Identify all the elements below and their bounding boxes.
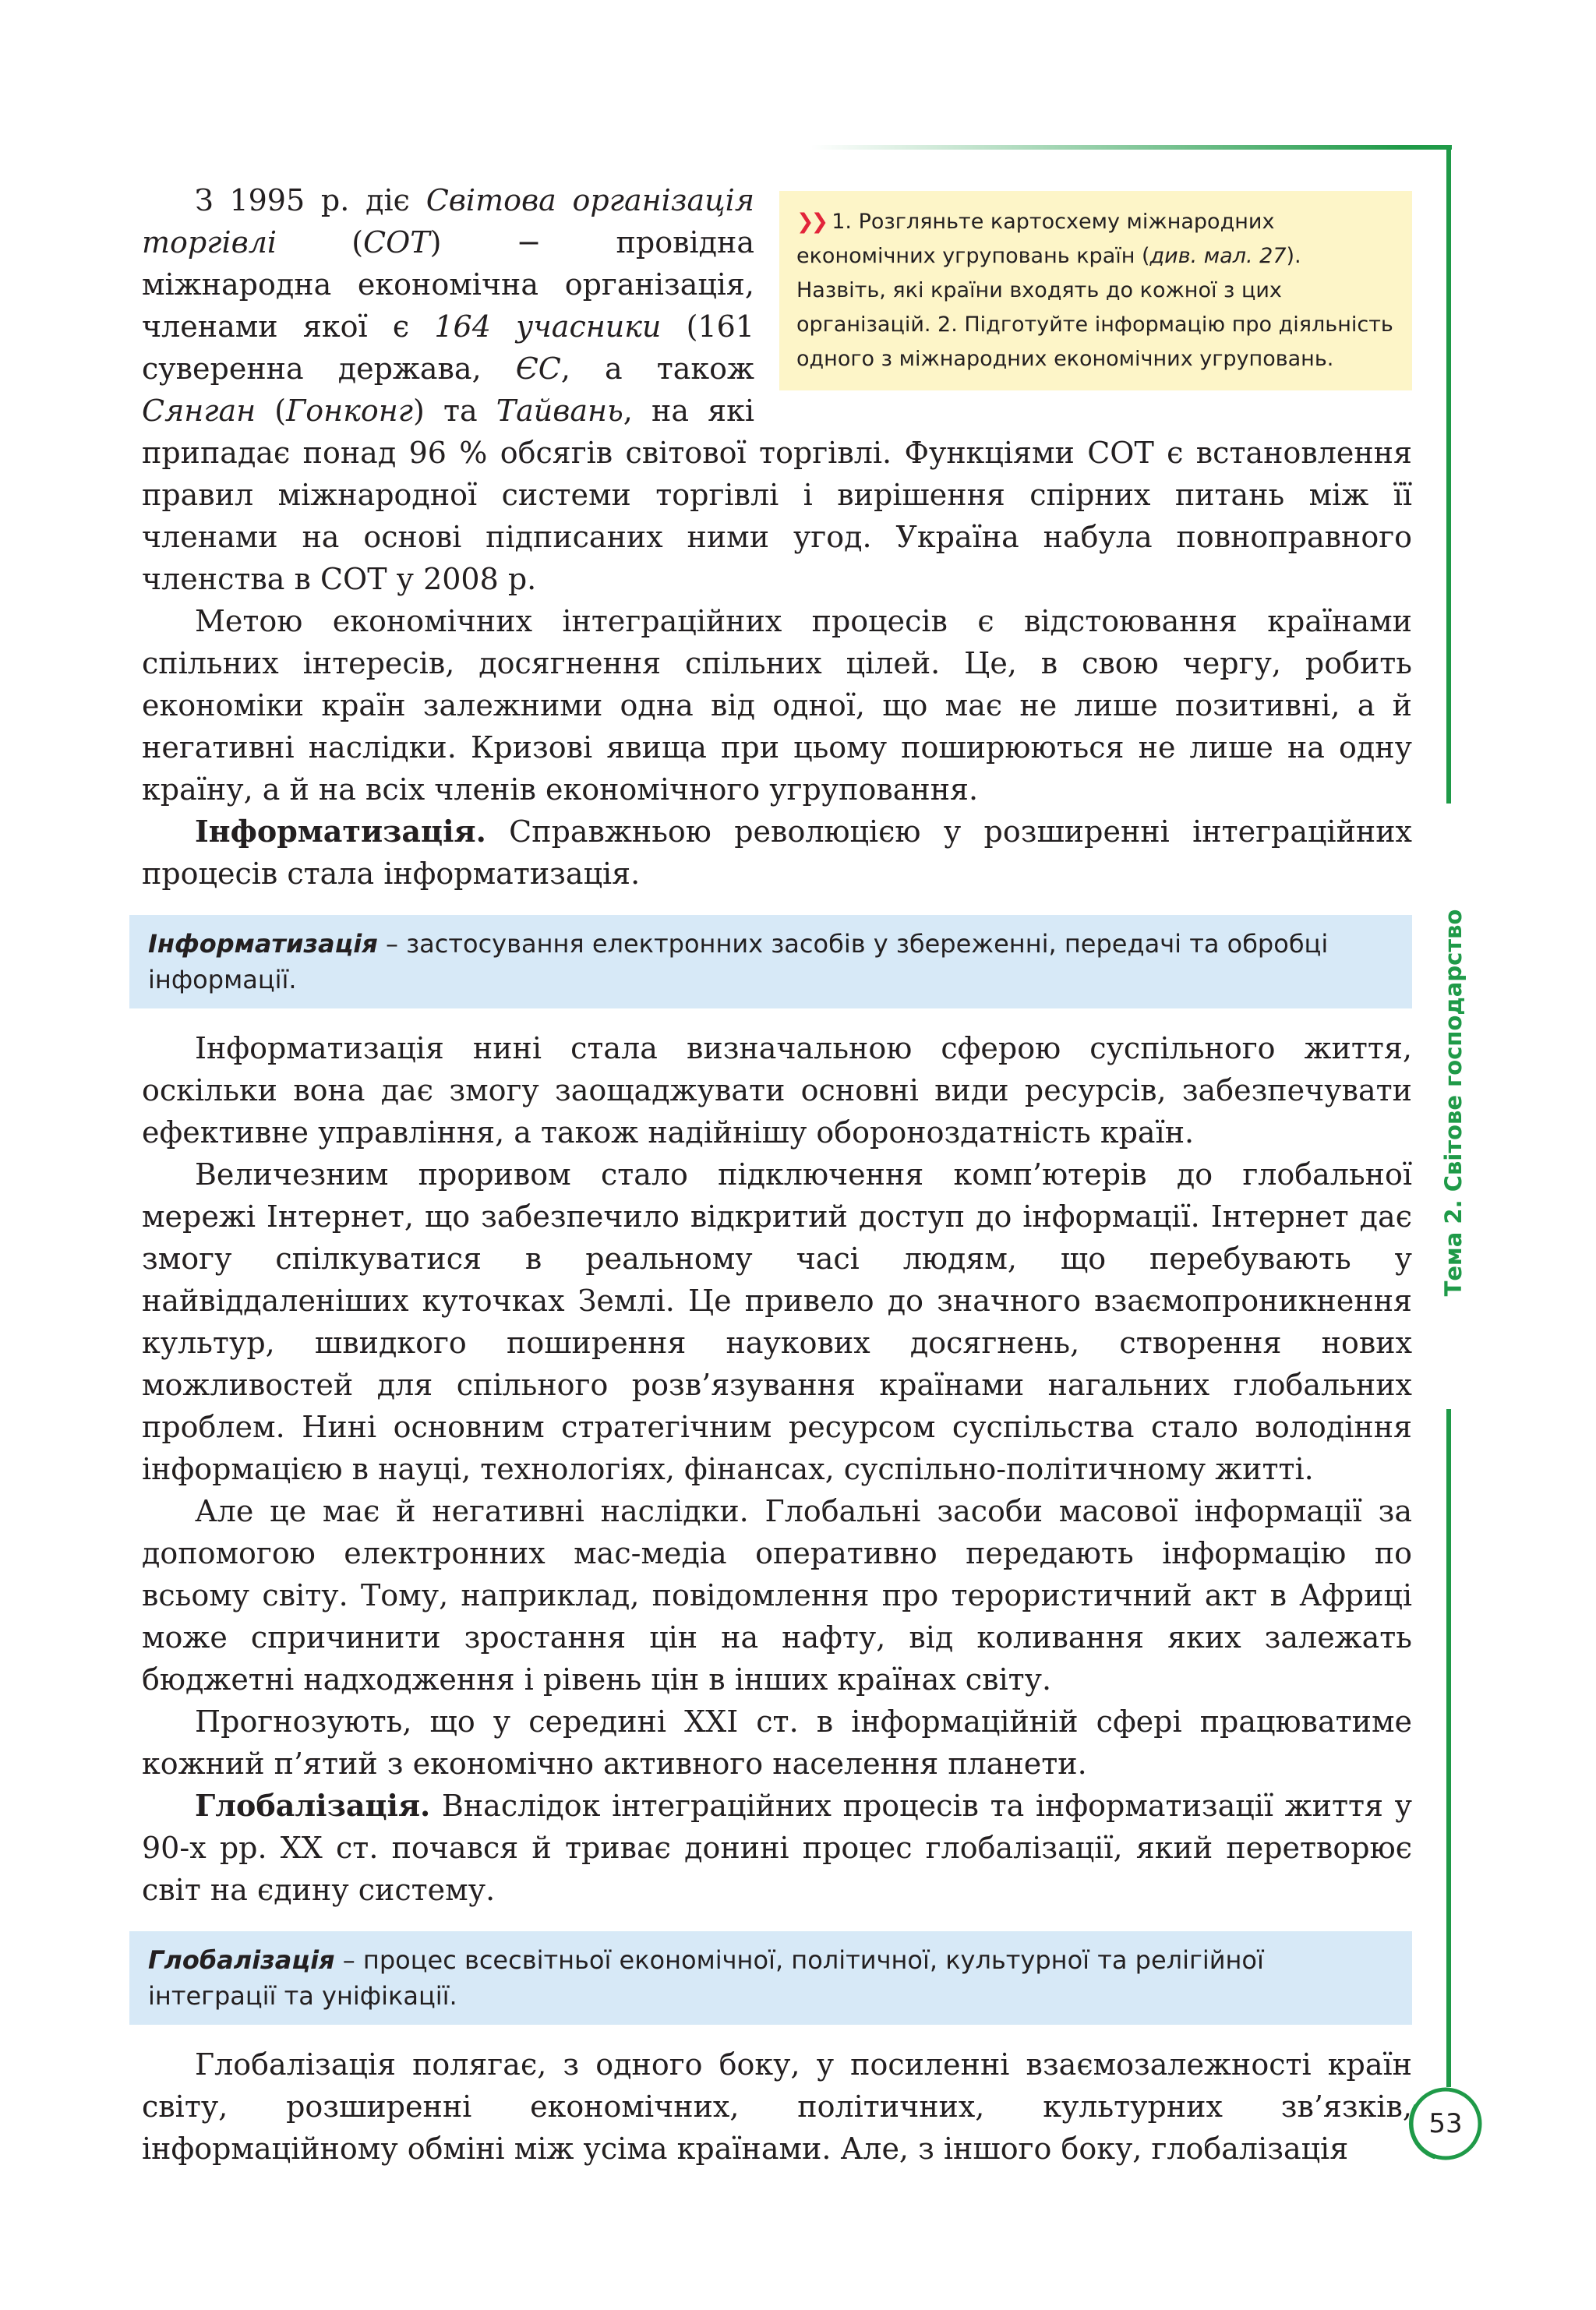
paragraph-informatization-role: Інформатизація нині стала визначальною сферою суспільного життя, оскільки вона дає змогу заощаджувати основні види ресурсів, забезпечувати ефективне управління, а також надійнішу обороноздатність країн.: [142, 1031, 1412, 1150]
paragraph-informatization-intro: [142, 811, 1412, 895]
definition-text: – застосування електронних засобів у збереженні, передачі та обробці інформації.: [148, 929, 1329, 994]
side-rule-upper: [1446, 145, 1451, 804]
term-hongkong: Гонконг: [286, 394, 413, 428]
definition-term: Інформатизація: [148, 929, 378, 959]
task-box: [779, 191, 1412, 390]
page-number-badge: [1403, 2081, 1488, 2167]
term-members: 164 учасники: [434, 309, 662, 344]
term-wto: Світова організація торгівлі: [142, 183, 754, 260]
text-span: Справжньою революцією у розширенні інтеграційних процесів стала інформатизація.: [142, 814, 1412, 891]
top-rule: [1403, 145, 1452, 150]
paragraph-integration-goal: Метою економічних інтеграційних процесів є відстоювання країнами спільних інтересів, досягнення спільних цілей. Це, в свою чергу, робить економіки країн залежними одна від одної, що має не лише позитивні, а й негативні наслідки. Кризові явища при цьому поширюються не лише на одну країну, а й на всіх членів економічного угруповання.: [142, 604, 1412, 807]
text-span: , на які припадає понад 96 % обсягів світової торгівлі. Функціями СОТ є встановлення правил міжнародної системи торгівлі і вирішення спірних питань між її членами на основі підписаних ними угод. Україна набула повноправного членства в СОТ у 2008 р.: [142, 394, 1412, 596]
heading-informatization: Інформатизація.: [195, 814, 486, 849]
definition-globalization: [129, 1931, 1412, 2025]
top-rule-gradient: [810, 145, 1403, 150]
text-span: Внаслідок інтеграційних процесів та інформатизації життя у 90-х рр. XX ст. почався й триває донині процес глобалізації, який перетворює світ на єдину систему.: [142, 1789, 1412, 1907]
paragraph-globalization-essence: Глобалізація полягає, з одного боку, у посиленні взаємозалежності країн світу, розширенні економічних, політичних, культурних зв’язків, інформаційному обміні між усіма країнами. Але, з іншого боку, глобалізація: [142, 2047, 1412, 2166]
text-span: З 1995 р. діє: [195, 183, 426, 217]
double-chevron-icon: ❯❯: [796, 210, 826, 234]
text-span: (: [277, 225, 364, 260]
text-span: (161 суверенна держава,: [142, 309, 754, 386]
paragraph-internet: Величезним проривом стало підключення комп’ютерів до глобальної мережі Інтернет, що забезпечило відкритий доступ до інформації. Інтернет дає змогу спілкуватися в реальному часі людям, що перебувають у найвіддаленіших куточках Землі. Це привело до значного взаємопроникнення культур, швидкого поширення наукових досягнень, створення нових можливостей для спільного розв’язування країнами нагальних глобальних проблем. Нині основним стратегічним ресурсом суспільства стало володіння інформацією в науці, технологіях, фінансах, суспільно-політичному житті.: [142, 1157, 1412, 1486]
task-figure-reference: див. мал. 27: [1149, 244, 1287, 268]
term-xianggang: Сянган: [142, 394, 256, 428]
text-span: , а також: [560, 351, 754, 386]
term-taiwan: Тайвань: [496, 394, 623, 428]
term-eu: ЄС: [515, 351, 561, 386]
page-content: [142, 179, 1412, 2170]
paragraph-globalization-intro: [142, 1785, 1412, 1911]
definition-informatization: [129, 915, 1412, 1008]
definition-text: – процес всесвітньої економічної, політичної, культурної та релігійної інтеграції та уніфікації.: [148, 1945, 1264, 2011]
page-number: 53: [1428, 2108, 1463, 2139]
heading-globalization: Глобалізація.: [195, 1788, 431, 1823]
task-text-1: 1. Розгляньте картосхему міжнародних економічних угруповань країн (: [796, 210, 1275, 268]
text-span: ) та: [413, 394, 496, 428]
task-text-2: ). Назвіть, які країни входять до кожної з цих організацій. 2. Підготуйте інформацію про діяльність одного з міжнародних економічних угруповань.: [796, 244, 1393, 371]
side-rule-lower: [1446, 1409, 1451, 2087]
term-wto-abbr: СОТ: [363, 225, 430, 260]
chapter-side-label: Тема 2. Світове господарство: [1440, 909, 1467, 1297]
text-span: (: [256, 394, 287, 428]
paragraph-negative-effects: Але це має й негативні наслідки. Глобальні засоби масової інформації за допомогою електронних мас-медіа оперативно передають інформацію по всьому світу. Тому, наприклад, повідомлення про терористичний акт в Африці може спричинити зростання цін на нафту, від коливання яких залежать бюджетні надходження і рівень цін в інших країнах світу.: [142, 1494, 1412, 1697]
definition-term: Глобалізація: [148, 1945, 335, 1975]
paragraph-forecast: Прогнозують, що у середині XXI ст. в інформаційній сфері працюватиме кожний п’ятий з економічно активного населення планети.: [142, 1704, 1412, 1781]
text-span: ) − провідна міжнародна економічна організація, членами якої є: [142, 225, 755, 344]
